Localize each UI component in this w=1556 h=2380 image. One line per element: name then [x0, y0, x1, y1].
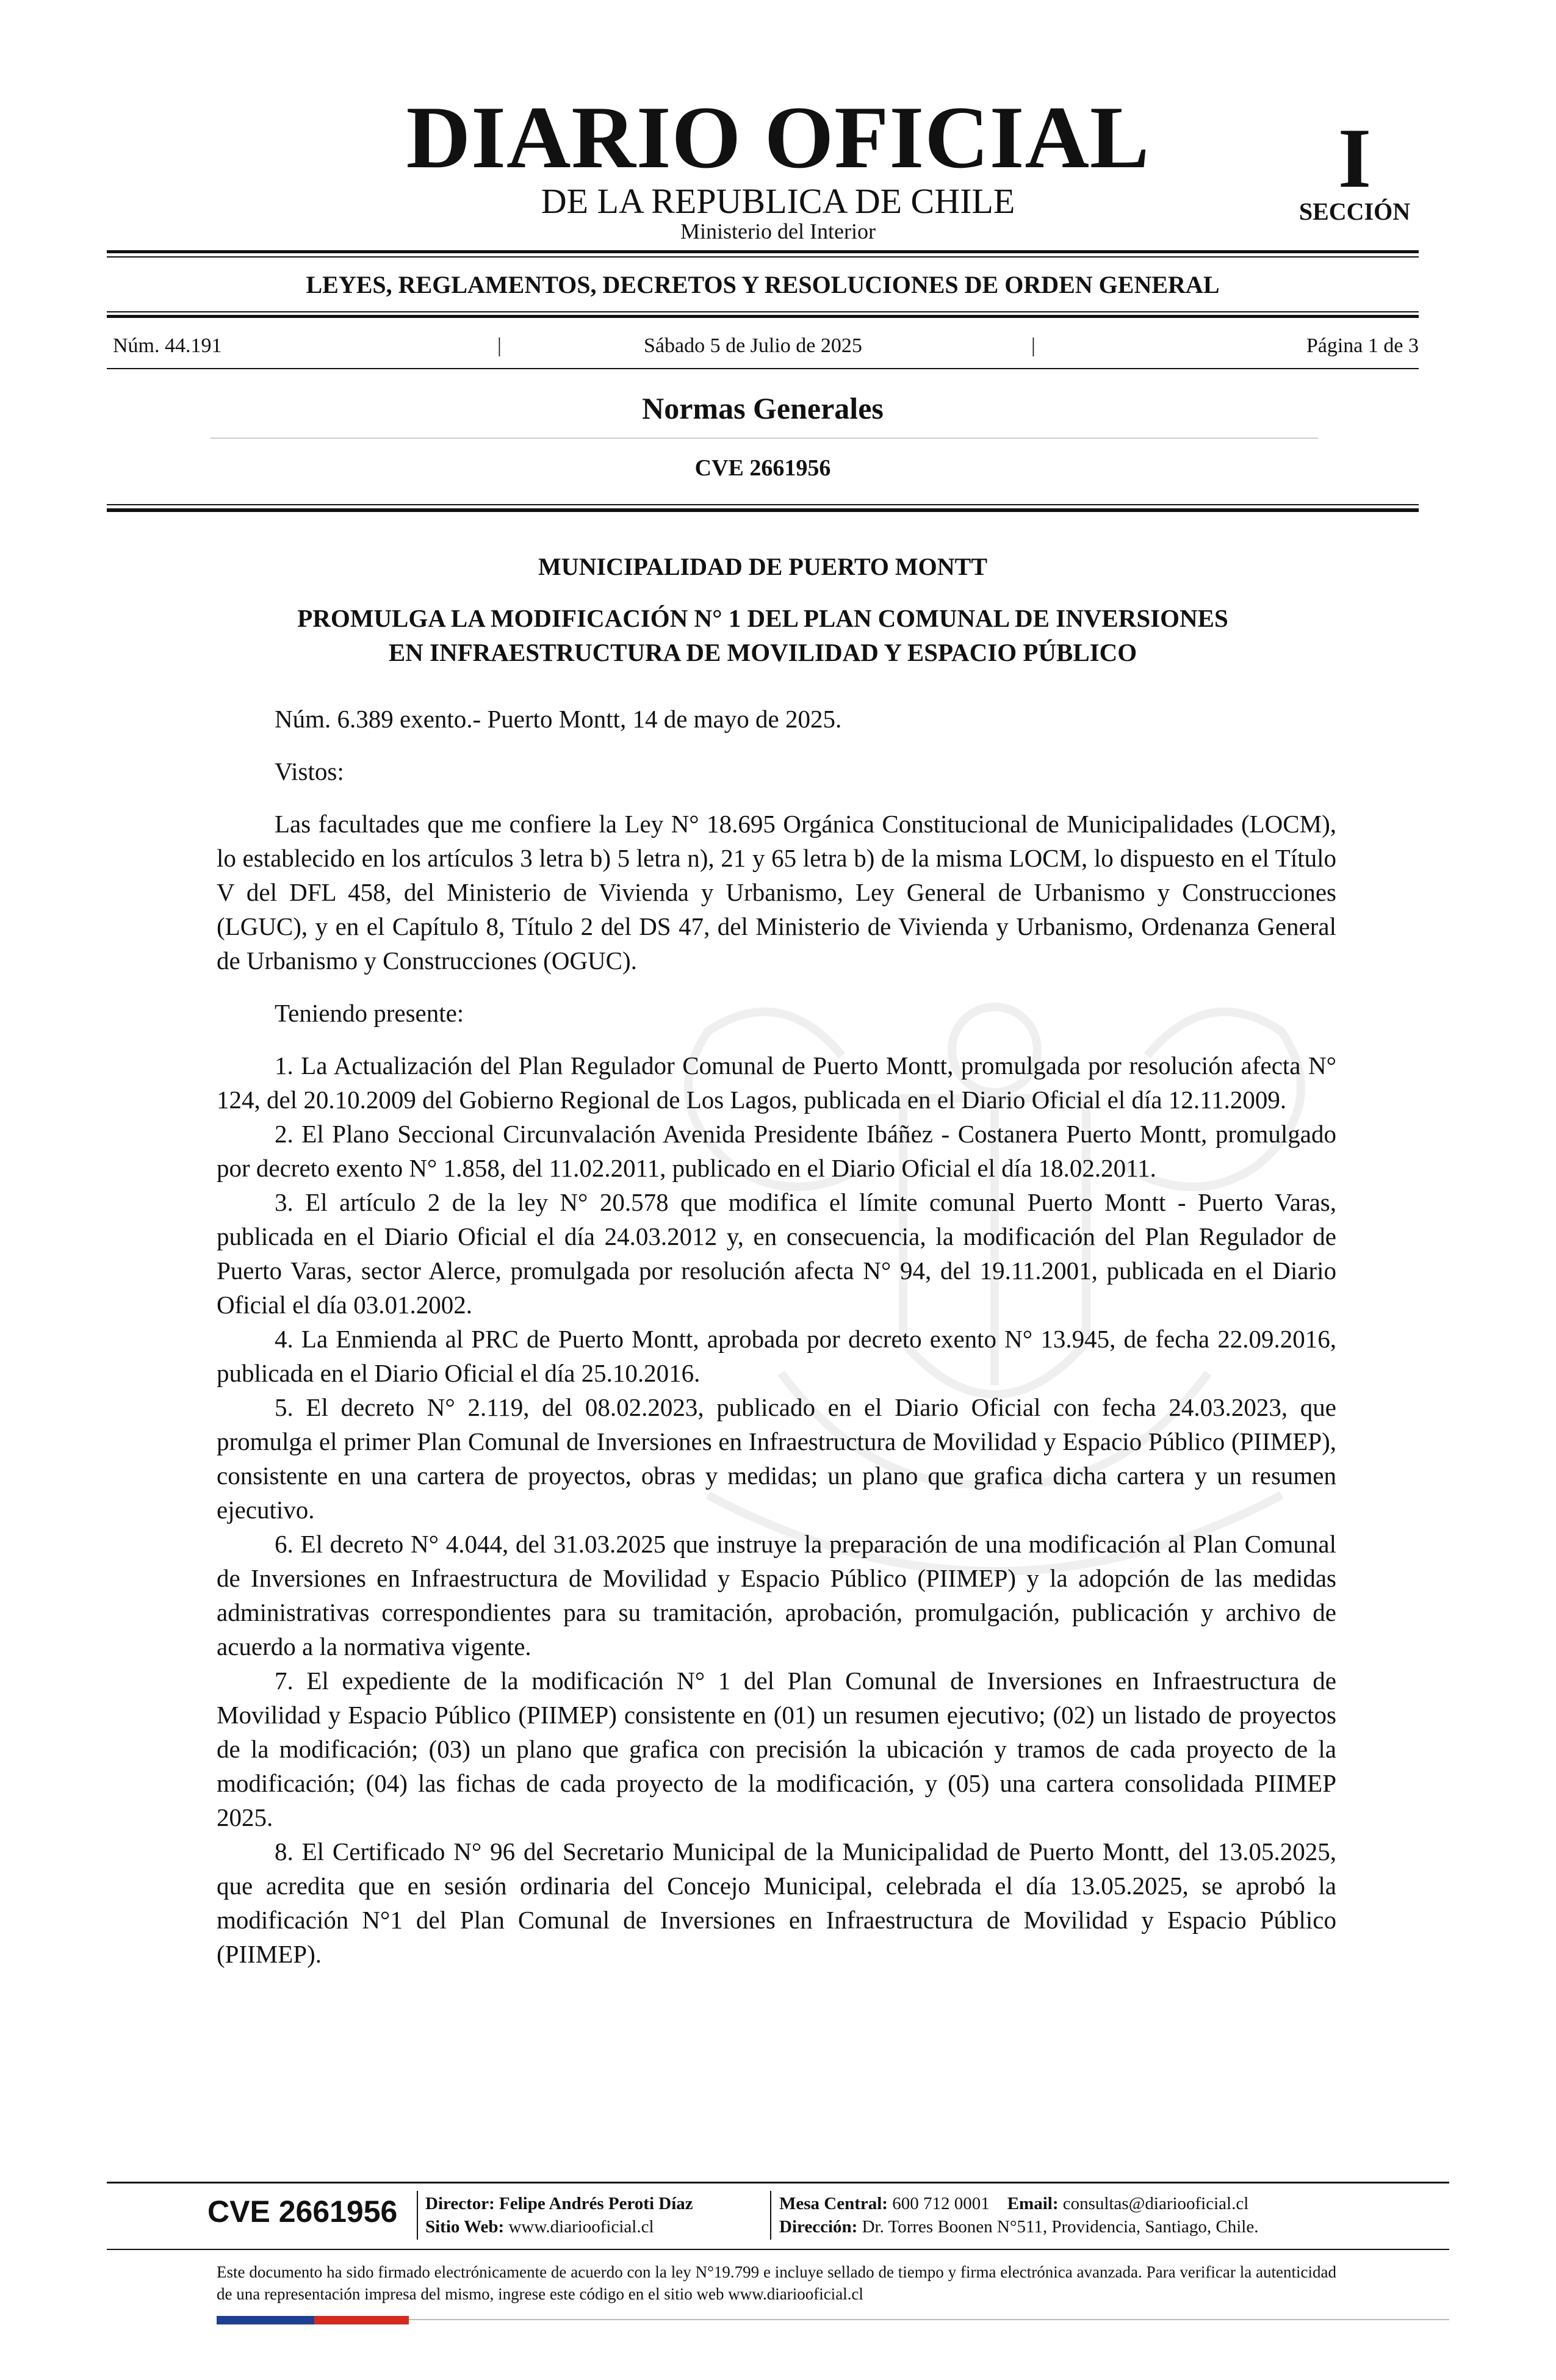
footer-cve: CVE 2661956 — [207, 2194, 398, 2229]
vistos-label: Vistos: — [275, 757, 344, 785]
info-rule — [107, 368, 1419, 369]
list-item: 6. El decreto N° 4.044, del 31.03.2025 que instruye la preparación de una modificación al Plan Comunal de Inversiones en Infraestructura de Movilidad y Espacio Público (PIIMEP) y la adopción de las medidas administrativas correspondientes para su tramitación, aprobación, promulgación, publicación y archivo de acuerdo a la normativa vigente. — [217, 1530, 1336, 1661]
info-separator: | — [1031, 334, 1036, 357]
footer-mid-rule — [107, 2249, 1449, 2250]
flag-stripe-blue — [217, 2316, 314, 2324]
director-label: Director: — [425, 2194, 495, 2213]
list-item: 7. El expediente de la modificación N° 1 del Plan Comunal de Inversiones en Infraestructura de Movilidad y Espacio Público (PIIMEP) consistente en (01) un resumen ejecutivo; (02) un listado de proyectos de la modificación; (03) un plano que grafica con precisión la ubicación y tramos de cada proyecto de la modificación; (04) las fichas de cada proyecto de la modificación, y (05) una cartera consolidada PIIMEP 2025. — [217, 1667, 1336, 1831]
organization-name: MUNICIPALIDAD DE PUERTO MONTT — [538, 553, 988, 580]
website-label: Sitio Web: — [425, 2217, 505, 2237]
band-bottom-rule — [107, 311, 1419, 312]
header-end-rule — [107, 504, 1419, 505]
band-title: LEYES, REGLAMENTOS, DECRETOS Y RESOLUCIONES DE ORDEN GENERAL — [306, 271, 1220, 298]
issue-info — [113, 334, 1419, 359]
address-label: Dirección: — [779, 2217, 858, 2237]
cve-code: CVE 2661956 — [694, 455, 831, 481]
section-title-rule — [211, 438, 1318, 439]
ministry-label: Ministerio del Interior — [680, 219, 876, 243]
email-label: Email: — [1007, 2194, 1059, 2213]
headline-line: PROMULGA LA MODIFICACIÓN N° 1 DEL PLAN COMUNAL DE INVERSIONES — [297, 604, 1228, 632]
section-label: SECCIÓN — [1298, 198, 1411, 225]
phone-label: Mesa Central: — [779, 2194, 888, 2213]
considerations-list — [217, 1048, 1336, 1971]
footer-contact-right — [779, 2192, 1258, 2238]
list-item: 4. La Enmienda al PRC de Puerto Montt, aprobada por decreto exento N° 13.945, de fecha 22.09.2016, publicada en el Diario Oficial el día 25.10.2016. — [217, 1325, 1336, 1387]
phone-number: 600 712 0001 — [892, 2194, 990, 2213]
vistos-paragraph: Las facultades que me confiere la Ley N° 18.695 Orgánica Constitucional de Municipalidades (LOCM), lo establecido en los artículos 3 letra b) 5 letra n), 21 y 65 letra b) de la misma LOCM, lo dispuesto en el Título V del DFL 458, del Ministerio de Vivienda y Urbanismo, Ley General de Urbanismo y Construcciones (LGUC), y en el Capítulo 8, Título 2 del DS 47, del Ministerio de Vivienda y Urbanismo, Ordenanza General de Urbanismo y Construcciones (OGUC). — [217, 810, 1336, 975]
website-link[interactable]: www.diariooficial.cl — [508, 2217, 654, 2237]
signature-disclaimer: Este documento ha sido firmado electrónicamente de acuerdo con la ley N°19.799 e incluye sellado de tiempo y firma electrónica avanzada. Para verificar la autenticidad de una representación impresa del mismo, ingrese este código en el sitio web www.diariooficial.cl — [217, 2263, 1336, 2303]
list-item: 1. La Actualización del Plan Regulador Comunal de Puerto Montt, promulgada por resolución afecta N° 124, del 20.10.2009 del Gobierno Regional de Los Lagos, publicada en el Diario Oficial el día 12.11.2009. — [217, 1051, 1336, 1114]
footer-top-rule — [107, 2182, 1449, 2183]
band-bottom-rule-thick — [107, 315, 1419, 318]
footer-contact-left — [425, 2192, 693, 2238]
document-headline — [183, 601, 1342, 669]
section-marker — [1275, 111, 1434, 225]
headline-line: EN INFRAESTRUCTURA DE MOVILIDAD Y ESPACIO PÚBLICO — [388, 638, 1137, 666]
section-title: Normas Generales — [642, 391, 884, 425]
teniendo-label: Teniendo presente: — [275, 999, 464, 1027]
page-indicator: Página 1 de 3 — [1306, 334, 1419, 357]
section-numeral: I — [1338, 111, 1372, 206]
list-item: 8. El Certificado N° 96 del Secretario Municipal de la Municipalidad de Puerto Montt, del 13.05.2025, que acredita que en sesión ordinaria del Concejo Municipal, celebrada el día 13.05.2025, se aprobó la modificación N°1 del Plan Comunal de Inversiones en Infraestructura de Movilidad y Espacio Público (PIIMEP). — [217, 1837, 1336, 1968]
document-body — [217, 702, 1336, 1971]
newspaper-subtitle: DE LA REPUBLICA DE CHILE — [541, 181, 1015, 221]
email-link[interactable]: consultas@diariooficial.cl — [1062, 2194, 1249, 2213]
decree-line: Núm. 6.389 exento.- Puerto Montt, 14 de mayo de 2025. — [275, 705, 842, 733]
footer-bottom-rule — [409, 2319, 1449, 2320]
address-text: Dr. Torres Boonen N°511, Providencia, Santiago, Chile. — [862, 2217, 1259, 2237]
footer-divider — [417, 2191, 418, 2240]
list-item: 2. El Plano Seccional Circunvalación Avenida Presidente Ibáñez - Costanera Puerto Montt, promulgado por decreto exento N° 1.858, del 11.02.2011, publicado en el Diario Oficial el día 18.02.2011. — [217, 1120, 1336, 1182]
header-end-rule-thick — [107, 508, 1419, 512]
newspaper-title: DIARIO OFICIAL — [406, 88, 1150, 187]
issue-number: Núm. 44.191 — [113, 334, 222, 357]
list-item: 5. El decreto N° 2.119, del 08.02.2023, publicado en el Diario Oficial con fecha 24.03.2023, que promulga el primer Plan Comunal de Inversiones en Infraestructura de Movilidad y Espacio Público (PIIMEP), consistente en una cartera de proyectos, obras y medidas; un plano que grafica dicha cartera y un resumen ejecutivo. — [217, 1393, 1336, 1524]
band-top-rule — [107, 250, 1419, 253]
band-top-rule-thin — [107, 256, 1419, 258]
footer-divider — [770, 2191, 771, 2240]
issue-date: Sábado 5 de Julio de 2025 — [644, 334, 862, 357]
list-item: 3. El artículo 2 de la ley N° 20.578 que modifica el límite comunal Puerto Montt - Puerto Varas, publicada en el Diario Oficial el día 24.03.2012 y, en consecuencia, la modificación del Plan Regulador de Puerto Varas, sector Alerce, promulgada por resolución afecta N° 94, del 19.11.2001, publicada en el Diario Oficial el día 03.01.2002. — [217, 1188, 1336, 1319]
flag-stripe-red — [314, 2316, 409, 2324]
director-name: Felipe Andrés Peroti Díaz — [499, 2194, 693, 2213]
info-separator: | — [497, 334, 502, 357]
